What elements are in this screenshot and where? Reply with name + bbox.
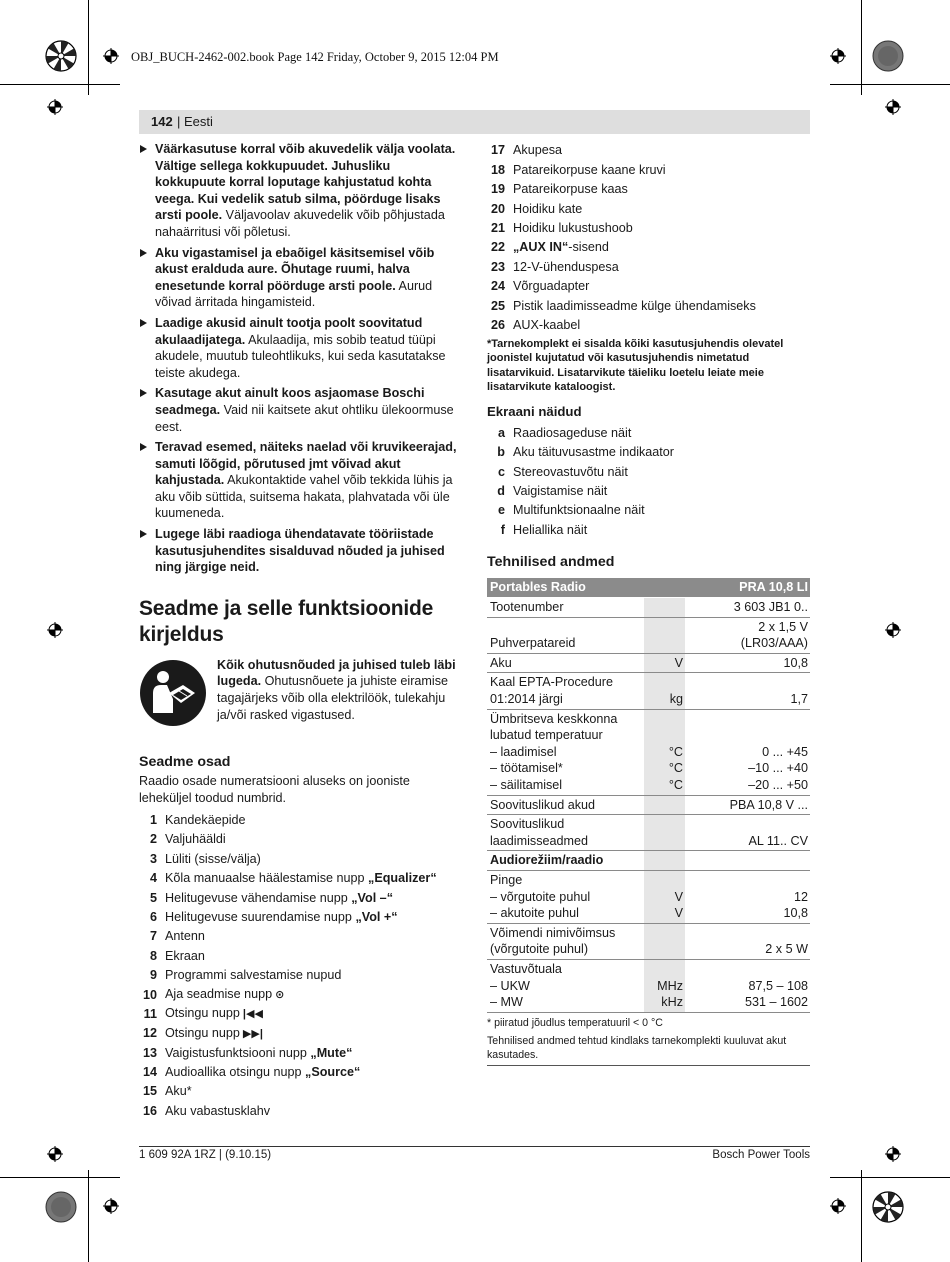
parts-list-continued <box>487 141 810 335</box>
table-row <box>487 709 810 795</box>
table-cell-unit: V <box>644 653 685 673</box>
accessory-note: *Tarnekomplekt ei sisalda kõiki kasutusjuhendis olevatel joonistel kujutatud või kasutusjuhendis nimetatud lisatarvikuid. Lisatarvikute täieliku loetelu leiate meie lisatarvikute kataloogist. <box>487 337 784 394</box>
table-cell-unit <box>644 795 685 815</box>
header-separator: | <box>177 114 181 129</box>
table-row <box>487 851 810 871</box>
table-cell-unit: V V <box>644 870 685 923</box>
registration-mark-icon <box>103 1198 119 1214</box>
read-manual-icon <box>139 659 207 727</box>
bullet-arrow-icon <box>140 145 147 153</box>
tech-heading: Tehnilised andmed <box>487 553 615 570</box>
table-cell-value: 0 ... +45 –10 ... +40 –20 ... +50 <box>685 709 810 795</box>
list-item: 16 Aku vabastusklahv <box>142 1103 271 1118</box>
list-item: 19 Patareikorpuse kaas <box>490 182 628 197</box>
right-column <box>487 141 810 1066</box>
section-title: Seadme ja selle funktsioonide kirjeldus <box>139 596 434 646</box>
list-item: 1 Kandekäepide <box>149 813 246 828</box>
list-item: 26 AUX-kaabel <box>490 317 581 332</box>
bullet-arrow-icon <box>140 249 147 257</box>
printer-rosette-icon <box>872 40 904 72</box>
parts-list <box>139 811 461 1121</box>
table-cell-label: Võimendi nimivõimsus (võrgutoite puhul) <box>487 923 644 959</box>
table-cell-value: AL 11.. CV <box>685 815 810 851</box>
header-language: Eesti <box>184 114 213 129</box>
list-item: 13 Vaigistusfunktsiooni nupp „Mute“ <box>142 1045 353 1060</box>
list-item: 5 Helitugevuse vähendamise nupp „Vol –“ <box>149 890 393 905</box>
list-item: 21 Hoidiku lukustushoob <box>490 220 633 235</box>
left-column <box>139 141 461 1121</box>
display-heading: Ekraani näidud <box>487 403 582 419</box>
display-list <box>487 424 810 540</box>
footer-divider <box>139 1146 810 1147</box>
list-item: 15 Aku* <box>142 1084 192 1099</box>
list-item: 8 Ekraan <box>149 948 205 963</box>
list-item: 24 Võrguadapter <box>490 279 590 294</box>
safety-notice <box>139 657 461 749</box>
list-item: 11 Otsingu nupp |◀◀ <box>143 1006 263 1021</box>
list-item: b Aku täituvusastme indikaator <box>497 445 675 460</box>
clock-icon: ⊙ <box>275 989 285 1002</box>
printer-rosette-icon <box>45 1191 77 1223</box>
tech-data-table <box>487 578 810 1012</box>
table-cell-label: Audiorežiim/raadio <box>487 851 644 871</box>
warning-item: Laadige akusid ainult tootja poolt soovitatud akulaadijatega. Akulaadija, mis sobib teatud tüüpi akudele, muutub tuleohtlikuks, kui seda kasutatakse teiste akudega. <box>139 315 461 381</box>
crop-mark <box>861 1170 862 1262</box>
table-header-value: PRA 10,8 LI <box>685 578 810 597</box>
list-item: 25 Pistik laadimisseadme külge ühendamiseks <box>490 298 756 313</box>
printer-rosette-icon <box>872 1191 904 1223</box>
table-row <box>487 959 810 1012</box>
list-item: 9 Programmi salvestamise nupud <box>149 968 342 983</box>
table-cell-value: PBA 10,8 V ... <box>685 795 810 815</box>
footer-right: Bosch Power Tools <box>712 1149 810 1161</box>
table-cell-value <box>685 851 810 871</box>
bullet-arrow-icon <box>140 389 147 397</box>
printer-rosette-icon <box>45 40 77 72</box>
parts-intro: Raadio osade numeratsiooni aluseks on jooniste leheküljel toodud numbrid. <box>139 774 410 806</box>
list-item: 20 Hoidiku kate <box>490 201 583 216</box>
crop-mark <box>861 0 862 95</box>
crop-mark <box>0 1177 120 1178</box>
table-cell-label: Soovituslikud akud <box>487 795 644 815</box>
crop-mark <box>0 84 120 85</box>
table-cell-label: Kaal EPTA-Procedure 01:2014 järgi <box>487 673 644 709</box>
file-header: OBJ_BUCH-2462-002.book Page 142 Friday, October 9, 2015 12:04 PM <box>131 50 499 64</box>
registration-mark-icon <box>885 622 901 638</box>
table-row <box>487 598 810 618</box>
table-cell-label: Tootenumber <box>487 598 644 618</box>
page-number: 142 <box>151 114 173 129</box>
registration-mark-icon <box>830 48 846 64</box>
safety-notice-text: Kõik ohutusnõuded ja juhised tuleb läbi lugeda. Ohutusnõuete ja juhiste eiramise tagajärjeks võib olla elektrilöök, tulekahju ja/või rasked vigastused. <box>217 657 456 722</box>
table-cell-unit: MHz kHz <box>644 959 685 1012</box>
warning-item: Aku vigastamisel ja ebaõigel käsitsemisel võib akust eralduda aure. Õhutage ruumi, halva enesetunde korral pöörduge arsti poole. Aurud võivad ärritada hingamisteid. <box>139 245 461 311</box>
table-row <box>487 653 810 673</box>
table-cell-label: Ümbritseva keskkonna lubatud temperatuur – laadimisel – töötamisel* – säilitamisel <box>487 709 644 795</box>
warning-item: Väärkasutuse korral võib akuvedelik välja voolata. Vältige sellega kokkupuudet. Juhusliku kokkupuute korral loputage kahjustatud kohta veega. Kui vedelik satub silma, pöörduge lisaks arsti poole. Väljavoolav akuvedelik võib põhjustada nahaärritusi või põletusi. <box>139 141 461 241</box>
footer-left: 1 609 92A 1RZ | (9.10.15) <box>139 1149 272 1161</box>
list-item: a Raadiosageduse näit <box>497 425 632 440</box>
table-cell-unit <box>644 851 685 871</box>
table-cell-unit <box>644 617 685 653</box>
table-header-label: Portables Radio <box>487 578 644 597</box>
list-item: e Multifunktsionaalne näit <box>497 503 645 518</box>
list-item: f Heliallika näit <box>500 522 588 537</box>
list-item: 2 Valjuhääldi <box>149 832 226 847</box>
table-cell-label: Puhverpatareid <box>487 617 644 653</box>
warning-item: Teravad esemed, näiteks naelad või kruvikeerajad, samuti lõõgid, põrutused jmt võivad akut kahjustada. Akukontaktide vahel võib tekkida lühis ja aku võib süttida, suitsema hakata, plahvatada või üle kuumeneda. <box>139 439 461 522</box>
list-item: 17 Akupesa <box>490 143 563 158</box>
table-cell-value: 2 x 5 W <box>685 923 810 959</box>
table-cell-unit <box>644 815 685 851</box>
table-note: Tehnilised andmed tehtud kindlaks tarnekomplekti kuuluvat akut kasutades. <box>487 1034 810 1066</box>
table-cell-value: 3 603 JB1 0.. <box>685 598 810 618</box>
bullet-arrow-icon <box>140 319 147 327</box>
table-row <box>487 870 810 923</box>
registration-mark-icon <box>830 1198 846 1214</box>
crop-mark <box>88 0 89 95</box>
warning-item: Lugege läbi raadioga ühendatavate tööriistade kasutusjuhendites sisalduvad nõuded ja juhised ning järgige neid. <box>139 526 461 576</box>
seek-forward-icon: ▶▶| <box>242 1027 263 1040</box>
list-item: 12 Otsingu nupp ▶▶| <box>142 1025 263 1041</box>
table-cell-value: 2 x 1,5 V (LR03/AAA) <box>685 617 810 653</box>
crop-mark <box>830 84 950 85</box>
list-item: 18 Patareikorpuse kaane kruvi <box>490 162 666 177</box>
table-row <box>487 815 810 851</box>
table-cell-label: Soovituslikud laadimisseadmed <box>487 815 644 851</box>
parts-heading: Seadme osad <box>139 753 231 770</box>
bullet-arrow-icon <box>140 443 147 451</box>
table-cell-value: 10,8 <box>685 653 810 673</box>
list-item: 10 Aja seadmise nupp ⊙ <box>142 987 285 1002</box>
page-header <box>139 110 810 134</box>
registration-mark-icon <box>103 48 119 64</box>
table-cell-value: 87,5 – 108 531 – 1602 <box>685 959 810 1012</box>
warning-item: Kasutage akut ainult koos asjaomase Boschi seadmega. Vaid nii kaitsete akut ohtliku ülekoormuse eest. <box>139 385 461 435</box>
table-cell-unit: °C °C °C <box>644 709 685 795</box>
table-row <box>487 673 810 709</box>
table-footnote: * piiratud jõudlus temperatuuril < 0 °C <box>487 1016 663 1029</box>
registration-mark-icon <box>885 99 901 115</box>
registration-mark-icon <box>47 622 63 638</box>
list-item: 6 Helitugevuse suurendamise nupp „Vol +“ <box>149 909 398 924</box>
table-row <box>487 923 810 959</box>
table-cell-unit <box>644 598 685 618</box>
table-row <box>487 795 810 815</box>
table-cell-unit <box>644 923 685 959</box>
list-item: 7 Antenn <box>149 929 205 944</box>
table-cell-value: 1,7 <box>685 673 810 709</box>
table-cell-label: Aku <box>487 653 644 673</box>
table-cell-label: Pinge – võrgutoite puhul – akutoite puhul <box>487 870 644 923</box>
table-cell-label: Vastuvõtuala – UKW – MW <box>487 959 644 1012</box>
list-item: 4 Kõla manuaalse häälestamise nupp „Equalizer“ <box>149 871 437 886</box>
table-cell-unit: kg <box>644 673 685 709</box>
list-item: 23 12-V-ühenduspesa <box>490 259 619 274</box>
registration-mark-icon <box>885 1146 901 1162</box>
registration-mark-icon <box>47 1146 63 1162</box>
list-item: 3 Lüliti (sisse/välja) <box>149 851 261 866</box>
table-header-row <box>487 578 810 597</box>
table-cell-value: 12 10,8 <box>685 870 810 923</box>
list-item: d Vaigistamise näit <box>497 484 608 499</box>
table-row <box>487 617 810 653</box>
registration-mark-icon <box>47 99 63 115</box>
bullet-arrow-icon <box>140 530 147 538</box>
seek-back-icon: |◀◀ <box>242 1008 263 1021</box>
list-item: 14 Audioallika otsingu nupp „Source“ <box>142 1065 361 1080</box>
list-item: 22 „AUX IN“-sisend <box>490 240 609 255</box>
list-item: c Stereovastuvõtu näit <box>497 464 628 479</box>
crop-mark <box>830 1177 950 1178</box>
crop-mark <box>88 1170 89 1262</box>
